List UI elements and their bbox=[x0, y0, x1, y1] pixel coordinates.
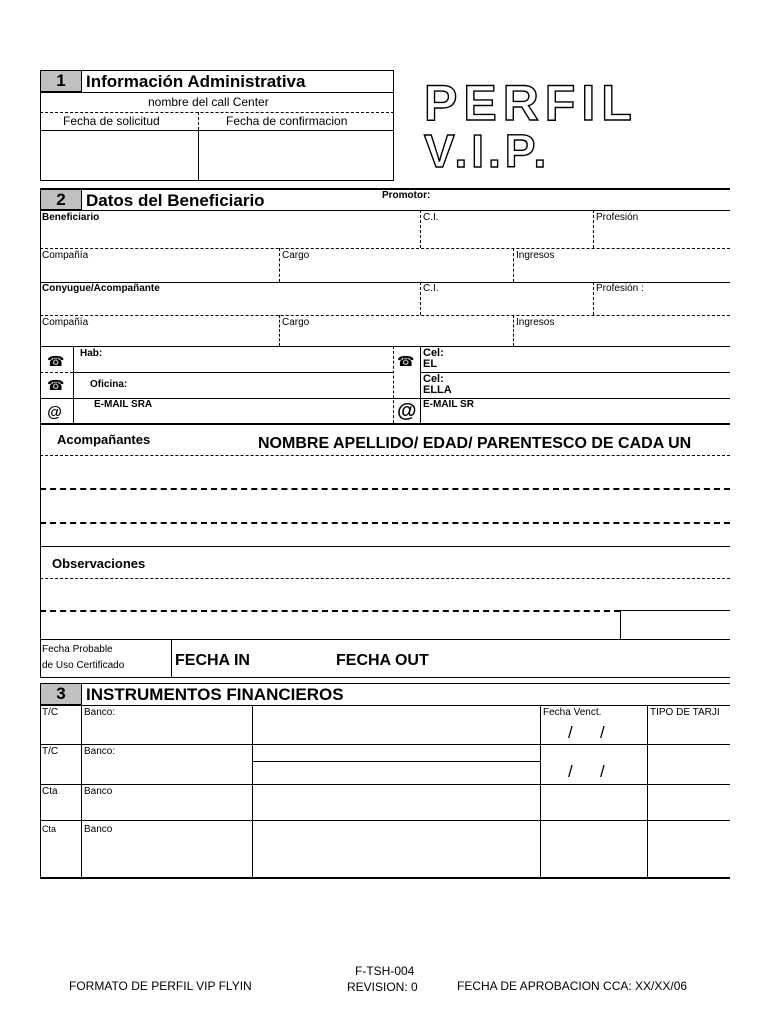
compania2-label: Compañía bbox=[42, 317, 89, 328]
profesion2-label: Profesión : bbox=[596, 283, 644, 294]
tc-label: T/C bbox=[42, 707, 59, 718]
cel-el-label: Cel: EL bbox=[423, 347, 444, 370]
ingresos2-label: Ingresos bbox=[516, 317, 555, 328]
phone-icon: ☎ bbox=[47, 353, 65, 369]
email-sra-label: E-MAIL SRA bbox=[94, 399, 153, 410]
at-icon: @ bbox=[397, 400, 417, 422]
footer-formato: FORMATO DE PERFIL VIP FLYIN bbox=[69, 979, 252, 993]
footer-code: F-TSH-004 bbox=[355, 964, 415, 978]
section-2-title: Datos del Beneficiario bbox=[86, 191, 265, 210]
section-1-title: Información Administrativa bbox=[86, 72, 306, 91]
footer-aprobacion: FECHA DE APROBACION CCA: XX/XX/06 bbox=[457, 979, 688, 993]
section-3-number: 3 bbox=[40, 683, 82, 705]
fecha-confirmacion-field[interactable] bbox=[199, 131, 393, 180]
ingresos-label: Ingresos bbox=[516, 250, 555, 261]
date-separator: / bbox=[600, 723, 605, 742]
fecha-venct-label: Fecha Venct. bbox=[543, 707, 602, 718]
email-sr-label: E-MAIL SR bbox=[423, 399, 474, 410]
beneficiario-label: Beneficiario bbox=[42, 212, 100, 223]
tc-label: T/C bbox=[42, 746, 59, 757]
footer-revision: REVISION: 0 bbox=[347, 980, 418, 994]
cargo-label: Cargo bbox=[282, 250, 310, 261]
banco-label: Banco: bbox=[84, 707, 116, 718]
oficina-label: Oficina: bbox=[90, 379, 128, 390]
observaciones-label: Observaciones bbox=[52, 556, 146, 571]
hab-label: Hab: bbox=[80, 348, 103, 359]
banco-label: Banco bbox=[84, 824, 113, 835]
compania-label: Compañía bbox=[42, 250, 89, 261]
cta-label: Cta bbox=[42, 786, 58, 797]
date-separator: / bbox=[568, 723, 573, 742]
phone-icon: ☎ bbox=[397, 353, 415, 369]
section-3-title: INSTRUMENTOS FINANCIEROS bbox=[86, 685, 344, 704]
at-icon: @ bbox=[47, 404, 62, 421]
profesion-label: Profesión bbox=[596, 212, 639, 223]
banco-label: Banco: bbox=[84, 746, 116, 757]
vip-logo: V.I.P. bbox=[424, 125, 551, 177]
fecha-in-label: FECHA IN bbox=[175, 652, 250, 669]
cel-ella-label: Cel: ELLA bbox=[423, 373, 452, 396]
date-separator: / bbox=[600, 762, 605, 781]
conyugue-label: Conyugue/Acompañante bbox=[42, 283, 160, 294]
acompanantes-note: NOMBRE APELLIDO/ EDAD/ PARENTESCO DE CADA UN bbox=[258, 435, 692, 452]
promotor-label: Promotor: bbox=[382, 190, 431, 201]
ci-label: C.I. bbox=[423, 212, 439, 223]
ci2-label: C.I. bbox=[423, 283, 439, 294]
date-separator: / bbox=[568, 762, 573, 781]
cta-label: Cta bbox=[42, 824, 57, 834]
acompanantes-label: Acompañantes bbox=[57, 432, 151, 447]
banco-label: Banco bbox=[84, 786, 113, 797]
fecha-probable-label: Fecha Probable de Uso Certificado bbox=[42, 644, 125, 671]
phone-icon: ☎ bbox=[47, 377, 65, 393]
section-1-number: 1 bbox=[40, 70, 82, 92]
perfil-logo: PERFIL bbox=[424, 75, 638, 131]
fecha-solicitud-field[interactable] bbox=[41, 131, 197, 180]
cargo2-label: Cargo bbox=[282, 317, 310, 328]
section-2-number: 2 bbox=[40, 189, 82, 210]
tipo-tarjeta-label: TIPO DE TARJI bbox=[650, 707, 720, 718]
fecha-solicitud-label: Fecha de solicitud bbox=[63, 114, 160, 128]
fecha-confirmacion-label: Fecha de confirmacion bbox=[226, 114, 348, 128]
call-center-label: nombre del call Center bbox=[148, 95, 269, 109]
fecha-out-label: FECHA OUT bbox=[336, 652, 429, 669]
